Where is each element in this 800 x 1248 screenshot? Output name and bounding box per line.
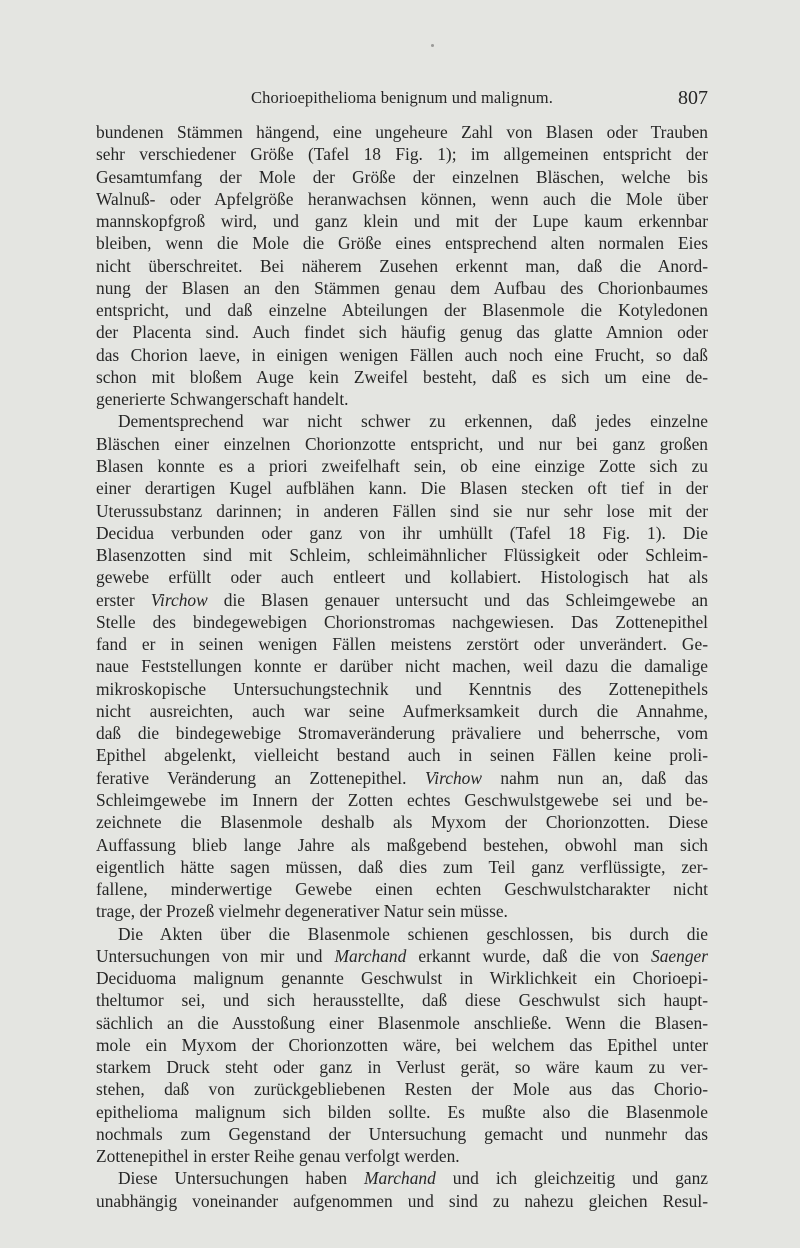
text-line [96, 566, 708, 588]
text-run: theltumor sei, und sich herausstellte, daß diese Geschwulst sich haupt- [96, 990, 708, 1011]
author-name: Virchow [424, 767, 482, 788]
author-name: Virchow [150, 589, 208, 610]
text-line [96, 856, 708, 878]
text-run: Uterussubstanz darinnen; in anderen Fällen sind sie nur sehr lose mit der [96, 500, 708, 521]
text-line [96, 989, 708, 1011]
scan-speck [431, 44, 434, 47]
text-line [96, 1034, 708, 1056]
text-run: Untersuchungen von mir und [96, 945, 335, 966]
text-line [96, 589, 708, 611]
text-run: einer derartigen Kugel aufblähen kann. Die Blasen stecken oft tief in der [96, 478, 708, 499]
text-run: Diese Untersuchungen haben [118, 1168, 364, 1189]
text-line [96, 789, 708, 811]
text-run: nahm nun an, daß das [481, 767, 708, 788]
text-line [96, 299, 708, 321]
text-line [96, 1101, 708, 1123]
text-run: Blasen konnte es a priori zweifelhaft sein, ob eine einzige Zotte sich zu [96, 455, 708, 476]
text-run: Blasenzotten sind mit Schleim, schleimähnlicher Flüssigkeit oder Schleim- [96, 545, 708, 566]
text-line [96, 477, 708, 499]
text-run: Bläschen einer einzelnen Chorionzotte entspricht, und nur bei ganz großen [96, 433, 708, 454]
running-title: Chorioepithelioma benignum und malignum. [251, 88, 553, 107]
text-run: nochmals zum Gegenstand der Untersuchung gemacht und nunmehr das [96, 1123, 708, 1144]
text-line [96, 678, 708, 700]
text-run: schon mit bloßem Auge kein Zweifel besteht, daß es sich um eine de- [96, 366, 708, 387]
text-line [96, 900, 708, 922]
text-run: mole ein Myxom der Chorionzotten wäre, bei welchem das Epithel unter [96, 1034, 708, 1055]
text-line [96, 655, 708, 677]
text-run: fallene, minderwertige Gewebe einen echten Geschwulstcharakter nicht [96, 879, 708, 900]
text-line [96, 878, 708, 900]
text-line [96, 321, 708, 343]
text-line [96, 210, 708, 232]
text-run: Gesamtumfang der Mole der Größe der einzelnen Bläschen, welche bis [96, 166, 708, 187]
text-run: nicht überschreitet. Bei näherem Zusehen erkennt man, daß die Anord- [96, 255, 708, 276]
text-line [96, 455, 708, 477]
body-text [96, 121, 708, 1212]
text-line [96, 1190, 708, 1212]
text-run: erkannt wurde, daß die von [406, 945, 652, 966]
text-run: Walnuß- oder Apfelgröße heranwachsen können, wenn auch die Mole über [96, 188, 708, 209]
text-line [96, 633, 708, 655]
text-line [96, 811, 708, 833]
author-name: Marchand [334, 945, 407, 966]
text-run: eigentlich hätte sagen müssen, daß dies zum Teil ganz verflüssigte, zer- [96, 856, 708, 877]
text-line [96, 388, 708, 410]
text-line [96, 611, 708, 633]
text-line [96, 1167, 708, 1189]
text-run: erster [96, 589, 151, 610]
text-run: Stelle des bindegewebigen Chorionstromas nachgewiesen. Das Zottenepithel [96, 611, 708, 632]
text-line [96, 410, 708, 432]
text-line [96, 1145, 708, 1167]
text-line [96, 923, 708, 945]
text-line [96, 544, 708, 566]
text-run: stehen, daß von zurückgebliebenen Resten der Mole aus das Chorio- [96, 1079, 708, 1100]
text-line [96, 433, 708, 455]
text-run: mikroskopische Untersuchungstechnik und Kenntnis des Zottenepithels [96, 678, 708, 699]
text-line [96, 232, 708, 254]
text-line [96, 255, 708, 277]
text-run: nung der Blasen an den Stämmen genau dem Aufbau des Chorionbaumes [96, 277, 708, 298]
page-header [96, 84, 708, 112]
text-run: ferative Veränderung an Zottenepithel. [96, 767, 425, 788]
text-line [96, 143, 708, 165]
author-name: Saenger [651, 945, 709, 966]
text-run: epithelioma malignum sich bilden sollte. Es mußte also die Blasenmole [96, 1101, 708, 1122]
text-line [96, 121, 708, 143]
author-name: Marchand [364, 1168, 436, 1189]
text-run: der Placenta sind. Auch findet sich häufig genug das glatte Amnion oder [96, 322, 708, 343]
text-run: bundenen Stämmen hängend, eine ungeheure Zahl von Blasen oder Trauben [96, 122, 708, 142]
text-run: mannskopfgroß wird, und ganz klein und mit der Lupe kaum erkennbar [96, 211, 708, 232]
text-run: Epithel abgelenkt, vielleicht bestand auch in seinen Fällen keine proli- [96, 745, 708, 766]
text-line [96, 744, 708, 766]
text-run: sächlich an die Ausstoßung einer Blasenmole anschließe. Wenn die Blasen- [96, 1012, 708, 1033]
text-run: entspricht, und daß einzelne Abteilungen der Blasenmole die Kotyledonen [96, 300, 708, 321]
text-run: die Blasen genauer untersucht und das Schleimgewebe an [207, 589, 708, 610]
text-line [96, 834, 708, 856]
text-run: Zottenepithel in erster Reihe genau verfolgt werden. [96, 1146, 460, 1167]
text-line [96, 188, 708, 210]
text-run: naue Feststellungen konnte er darüber nicht machen, weil dazu die damalige [96, 656, 708, 677]
text-line [96, 522, 708, 544]
text-run: Decidua verbunden oder ganz von ihr umhüllt (Tafel 18 Fig. 1). Die [96, 522, 708, 543]
text-line [96, 500, 708, 522]
text-line [96, 277, 708, 299]
text-run: sehr verschiedener Größe (Tafel 18 Fig. 1); im allgemeinen entspricht der [96, 144, 708, 165]
text-line [96, 722, 708, 744]
text-line [96, 1012, 708, 1034]
text-line [96, 1056, 708, 1078]
text-line [96, 344, 708, 366]
text-run: generierte Schwangerschaft handelt. [96, 389, 349, 410]
text-run: und ich gleichzeitig und ganz [435, 1168, 709, 1189]
text-run: gewebe erfüllt oder auch entleert und kollabiert. Histologisch hat als [96, 567, 708, 588]
text-run: Schleimgewebe im Innern der Zotten echtes Geschwulstgewebe sei und be- [96, 789, 708, 810]
text-line [96, 700, 708, 722]
text-line [96, 945, 708, 967]
text-run: starkem Druck steht oder ganz in Verlust gerät, so wäre kaum zu ver- [96, 1057, 708, 1078]
text-run: zeichnete die Blasenmole deshalb als Myxom der Chorionzotten. Diese [96, 812, 708, 833]
text-line [96, 366, 708, 388]
text-line [96, 1123, 708, 1145]
text-run: unabhängig voneinander aufgenommen und sind zu nahezu gleichen Resul- [96, 1190, 708, 1211]
text-run: Auffassung blieb lange Jahre als maßgebend bestehen, obwohl man sich [96, 834, 708, 855]
text-run: Die Akten über die Blasenmole schienen geschlossen, bis durch die [118, 923, 708, 944]
text-line [96, 967, 708, 989]
text-run: nicht ausreichten, auch war seine Aufmerksamkeit durch die Annahme, [96, 700, 708, 721]
text-line [96, 767, 708, 789]
text-run: daß die bindegewebige Stromaveränderung prävaliere und beherrsche, vom [96, 723, 708, 744]
text-run: bleiben, wenn die Mole die Größe eines entsprechend alten normalen Eies [96, 233, 708, 254]
text-line [96, 166, 708, 188]
text-run: das Chorion laeve, in einigen wenigen Fällen auch noch eine Frucht, so daß [96, 344, 708, 365]
text-line [96, 1078, 708, 1100]
text-run: fand er in seinen wenigen Fällen meistens zerstört oder unverändert. Ge- [96, 634, 708, 655]
text-run: Dementsprechend war nicht schwer zu erkennen, daß jedes einzelne [118, 411, 708, 432]
text-run: trage, der Prozeß vielmehr degenerativer Natur sein müsse. [96, 901, 508, 922]
text-run: Deciduoma malignum genannte Geschwulst in Wirklichkeit ein Chorioepi- [96, 968, 708, 989]
page-number: 807 [678, 87, 708, 109]
